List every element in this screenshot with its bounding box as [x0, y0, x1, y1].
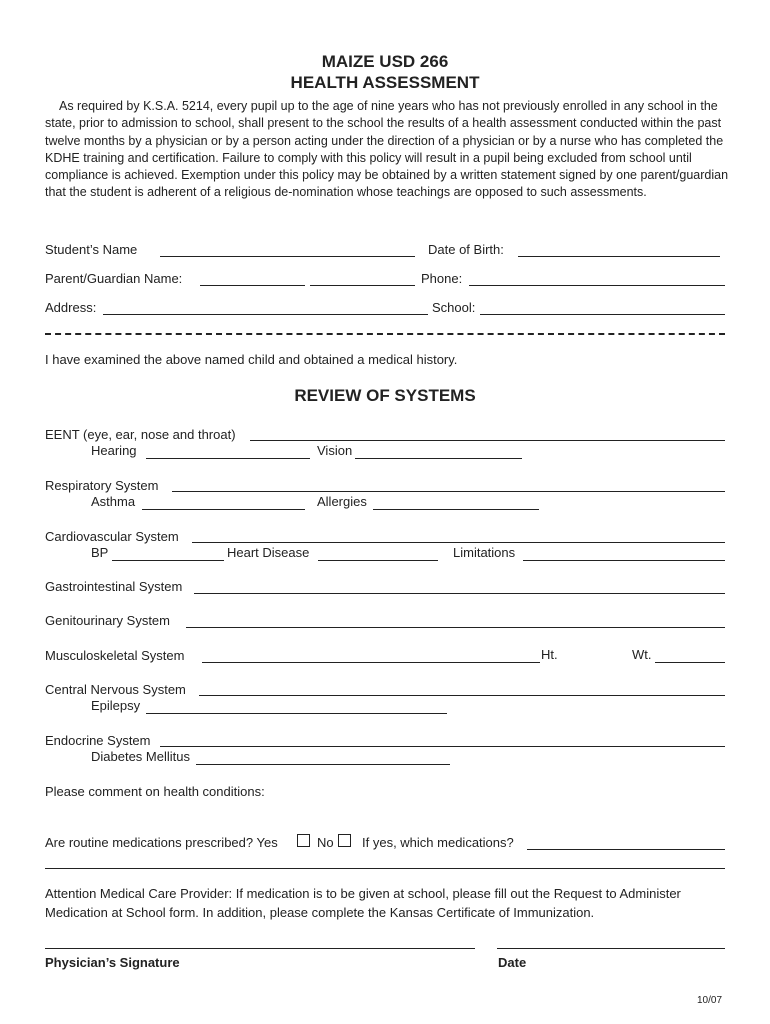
student-name-label: Student’s Name [45, 242, 138, 257]
page-title: HEALTH ASSESSMENT [290, 73, 480, 92]
allergies-field[interactable] [373, 509, 539, 510]
parent-name-label: Parent/Guardian Name: [45, 271, 183, 286]
weight-label: Wt. [632, 647, 652, 662]
phone-label: Phone: [421, 271, 463, 286]
physician-signature-field[interactable] [45, 948, 475, 949]
physician-signature-label: Physician’s Signature [45, 955, 180, 970]
heart-disease-field[interactable] [318, 560, 438, 561]
which-medications-label: If yes, which medications? [362, 835, 514, 850]
school-label: School: [432, 300, 476, 315]
cns-label: Central Nervous System [45, 682, 186, 697]
medications-question: Are routine medications prescribed? Yes [45, 835, 278, 850]
eent-field[interactable] [250, 440, 725, 441]
review-heading: REVIEW OF SYSTEMS [294, 386, 476, 405]
limitations-field[interactable] [523, 560, 725, 561]
dob-label: Date of Birth: [428, 242, 504, 257]
comment-prompt: Please comment on health conditions: [45, 784, 265, 799]
bp-field[interactable] [112, 560, 224, 561]
medications-field-extra[interactable] [45, 868, 725, 869]
gastro-label: Gastrointestinal System [45, 579, 183, 594]
respiratory-label: Respiratory System [45, 478, 159, 493]
endocrine-field[interactable] [160, 746, 725, 747]
parent-name-field-1[interactable] [200, 285, 305, 286]
genito-field[interactable] [186, 627, 725, 628]
asthma-field[interactable] [142, 509, 305, 510]
parent-name-field-2[interactable] [310, 285, 415, 286]
cardio-field[interactable] [192, 542, 725, 543]
no-checkbox[interactable] [338, 834, 351, 847]
diabetes-label: Diabetes Mellitus [91, 749, 190, 764]
limitations-label: Limitations [453, 545, 516, 560]
musculo-label: Musculoskeletal System [45, 648, 185, 663]
bp-label: BP [91, 545, 109, 560]
endocrine-label: Endocrine System [45, 733, 151, 748]
student-name-field[interactable] [160, 256, 415, 257]
asthma-label: Asthma [91, 494, 136, 509]
medications-field[interactable] [527, 849, 725, 850]
cardio-label: Cardiovascular System [45, 529, 179, 544]
heart-disease-label: Heart Disease [227, 545, 310, 560]
weight-field[interactable] [655, 662, 725, 663]
hearing-label: Hearing [91, 443, 137, 458]
vision-field[interactable] [355, 458, 522, 459]
attention-line-1: Attention Medical Care Provider: If medication is to be given at school, please fill out the Request to Administer [45, 886, 681, 901]
intro-paragraph: As required by K.S.A. 5214, every pupil up to the age of nine years who has not previously enrolled in any school in the state, prior to admission to school, shall present to the school the results of a health assessment conducted within the past twelve months by a physician or by a person acting under the direction of a physician or by a nurse who has completed the KDHE training and certification. Failure to comply with this policy will result in a pupil being excluded from school until compliance is achieved. Exemption under this policy may be obtained by a written statement signed by one parent/guardian that the student is adherent of a religious de-nomination whose teachings are opposed to such assessments. [45, 99, 729, 200]
date-label: Date [498, 955, 527, 970]
revision-date: 10/07 [697, 995, 723, 1006]
eent-label: EENT (eye, ear, nose and throat) [45, 427, 236, 442]
phone-field[interactable] [469, 285, 725, 286]
address-field[interactable] [103, 314, 428, 315]
dob-field[interactable] [518, 256, 720, 257]
cut-line-divider [45, 333, 725, 335]
diabetes-field[interactable] [196, 764, 450, 765]
respiratory-field[interactable] [172, 491, 725, 492]
hearing-field[interactable] [146, 458, 310, 459]
vision-label: Vision [317, 443, 353, 458]
gastro-field[interactable] [194, 593, 725, 594]
allergies-label: Allergies [317, 494, 367, 509]
musculo-field[interactable] [202, 662, 540, 663]
genito-label: Genitourinary System [45, 613, 170, 628]
exam-statement: I have examined the above named child and obtained a medical history. [45, 352, 458, 367]
yes-checkbox[interactable] [297, 834, 310, 847]
school-field[interactable] [480, 314, 725, 315]
cns-field[interactable] [199, 695, 725, 696]
district-title: MAIZE USD 266 [321, 52, 449, 71]
address-label: Address: [45, 300, 97, 315]
height-label: Ht. [541, 647, 558, 662]
epilepsy-field[interactable] [146, 713, 447, 714]
attention-line-2: Medication at School form. In addition, please complete the Kansas Certificate of Immunization. [45, 905, 595, 920]
epilepsy-label: Epilepsy [91, 698, 141, 713]
date-field[interactable] [497, 948, 725, 949]
no-label: No [317, 835, 334, 850]
